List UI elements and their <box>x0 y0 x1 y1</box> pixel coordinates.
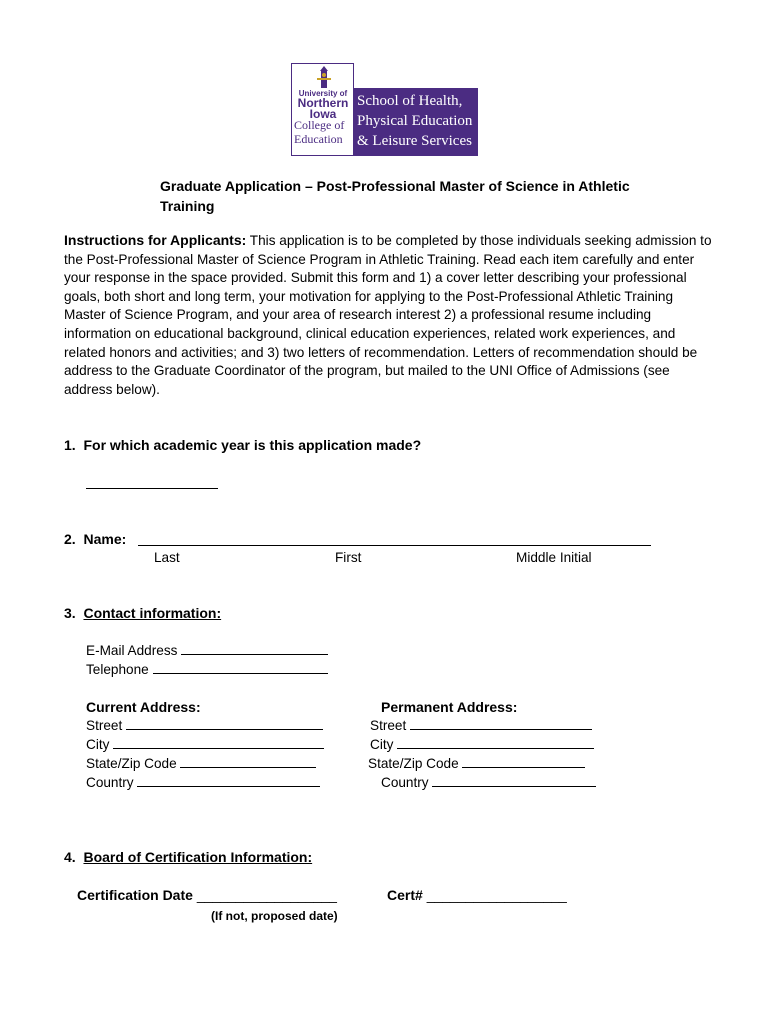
title-line2: Training <box>160 198 215 214</box>
cert-number-field[interactable]: __________________ <box>426 887 567 903</box>
question-1 <box>64 437 421 453</box>
current-statezip-row <box>86 756 316 771</box>
question-3 <box>64 605 221 621</box>
telephone-field[interactable] <box>153 673 328 674</box>
instructions-heading: Instructions for Applicants: <box>64 232 247 248</box>
title-line1: Graduate Application – Post-Professional Master of Science in Athletic <box>160 178 630 194</box>
cert-date-note: (If not, proposed date) <box>211 909 338 923</box>
current-country-field[interactable] <box>137 786 320 787</box>
uni-logo <box>291 63 478 156</box>
permanent-statezip-label: State/Zip Code <box>368 756 459 771</box>
permanent-city-label: City <box>370 737 394 752</box>
cert-date-label: Certification Date <box>77 887 193 903</box>
permanent-address-heading: Permanent Address: <box>381 699 518 715</box>
permanent-country-row <box>381 775 596 790</box>
question-2 <box>64 531 126 547</box>
current-country-row <box>86 775 320 790</box>
logo-left-panel <box>291 63 354 156</box>
permanent-city-row <box>370 737 594 752</box>
page-title <box>160 176 630 216</box>
current-statezip-label: State/Zip Code <box>86 756 177 771</box>
telephone-label: Telephone <box>86 662 149 677</box>
permanent-street-field[interactable] <box>410 729 592 730</box>
university-wordmark <box>294 89 352 120</box>
college-line1: College of <box>294 118 345 132</box>
first-name-label: First <box>335 550 362 565</box>
campanile-icon <box>314 66 334 88</box>
email-label: E-Mail Address <box>86 643 178 658</box>
cert-number-label: Cert# <box>387 887 423 903</box>
school-banner <box>354 88 478 156</box>
university-line3: Iowa <box>309 107 337 121</box>
cert-number-row <box>387 887 567 903</box>
school-line1: School of Health, <box>357 93 463 109</box>
current-city-row <box>86 737 324 752</box>
name-field[interactable] <box>138 545 651 546</box>
current-city-field[interactable] <box>113 748 324 749</box>
permanent-country-field[interactable] <box>432 786 596 787</box>
permanent-country-label: Country <box>381 775 429 790</box>
current-address-heading: Current Address: <box>86 699 201 715</box>
middle-initial-label: Middle Initial <box>516 550 592 565</box>
q4-label: Board of Certification Information: <box>83 849 313 865</box>
current-street-row <box>86 718 323 733</box>
university-line1: University of <box>298 89 348 98</box>
school-line3: & Leisure Services <box>357 133 472 149</box>
q2-label: Name: <box>83 531 127 547</box>
current-city-label: City <box>86 737 110 752</box>
permanent-statezip-row <box>368 756 585 771</box>
q1-number: 1. <box>64 437 76 453</box>
q3-label: Contact information: <box>83 605 222 621</box>
permanent-street-row <box>370 718 592 733</box>
school-line2: Physical Education <box>357 113 473 129</box>
question-4 <box>64 849 312 865</box>
current-country-label: Country <box>86 775 134 790</box>
cert-date-row <box>77 887 337 903</box>
permanent-street-label: Street <box>370 718 407 733</box>
university-line2: Northern <box>297 96 349 110</box>
cert-date-field[interactable]: __________________ <box>196 887 337 903</box>
instructions-text: This application is to be completed by those individuals seeking admission to the Post-Professional Master of Science Program in Athletic Training. Read each item carefully and enter your response in the space provided. Submit this form and 1) a cover letter describing your professional goals, both short and long term, your motivation for applying to the Post-Professional Athletic Training Master of Science Program, and your area of research interest 2) a professional resume including information on educational background, clinical education experiences, related work experiences, and related honors and activities; and 3) two letters of recommendation. Letters of recommendation should be address to the Graduate Coordinator of the program, but mailed to the UNI Office of Admissions (see address below). <box>64 233 712 397</box>
current-street-field[interactable] <box>126 729 323 730</box>
telephone-row <box>86 662 328 677</box>
current-street-label: Street <box>86 718 123 733</box>
q2-number: 2. <box>64 531 76 547</box>
last-name-label: Last <box>154 550 180 565</box>
q4-number: 4. <box>64 849 76 865</box>
q3-number: 3. <box>64 605 76 621</box>
email-field[interactable] <box>181 654 328 655</box>
permanent-statezip-field[interactable] <box>462 767 585 768</box>
instructions-paragraph <box>64 231 714 399</box>
college-wordmark <box>294 118 354 146</box>
permanent-city-field[interactable] <box>397 748 594 749</box>
q1-label: For which academic year is this application made? <box>83 437 422 453</box>
college-line2: Education <box>294 132 343 146</box>
academic-year-field[interactable] <box>86 488 218 489</box>
email-row <box>86 643 328 658</box>
current-statezip-field[interactable] <box>180 767 316 768</box>
